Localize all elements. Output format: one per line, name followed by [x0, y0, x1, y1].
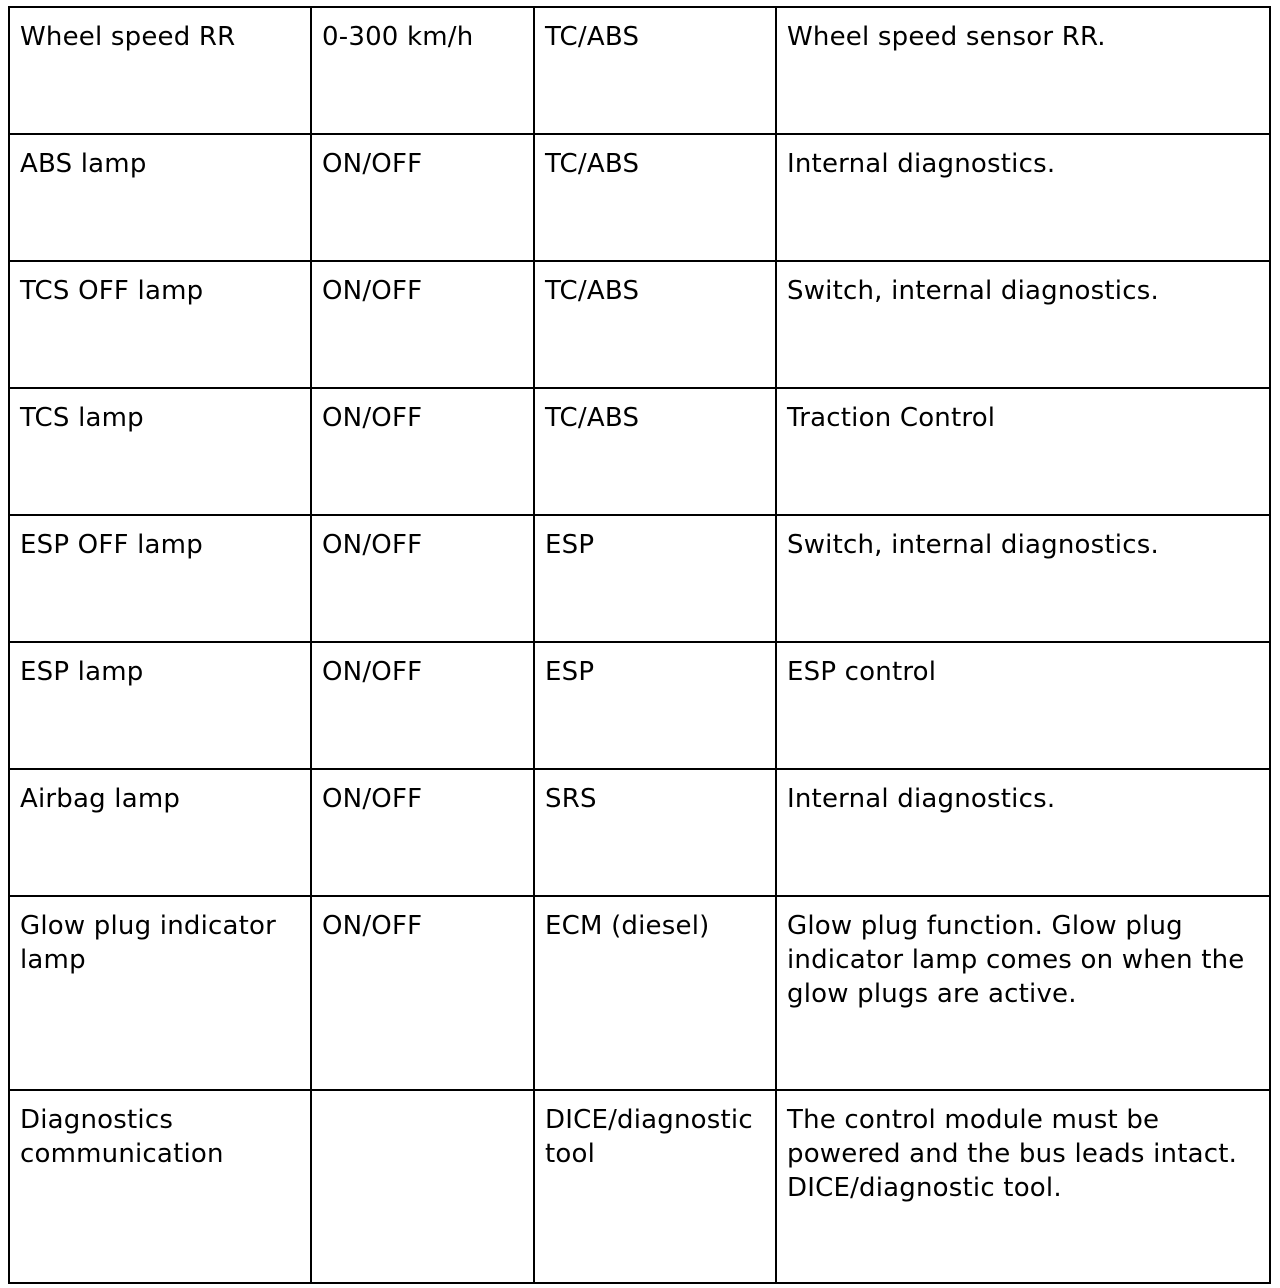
source-cell: SRS [534, 769, 776, 896]
source-cell: DICE/diagnostic tool [534, 1090, 776, 1283]
dependency-cell: Switch, internal diagnostics. [776, 261, 1270, 388]
dependency-cell: Switch, internal diagnostics. [776, 515, 1270, 642]
source-cell: TC/ABS [534, 134, 776, 261]
table-row [9, 515, 1270, 642]
source-cell: ESP [534, 515, 776, 642]
signal-name-cell: Glow plug indicator lamp [9, 896, 311, 1090]
range-cell: ON/OFF [311, 388, 534, 515]
source-cell: TC/ABS [534, 388, 776, 515]
signal-name-cell: ESP OFF lamp [9, 515, 311, 642]
source-cell: TC/ABS [534, 261, 776, 388]
range-cell: ON/OFF [311, 515, 534, 642]
signal-table [8, 6, 1271, 1284]
signal-name-cell: ESP lamp [9, 642, 311, 769]
range-cell: ON/OFF [311, 642, 534, 769]
range-cell: ON/OFF [311, 261, 534, 388]
range-cell: ON/OFF [311, 896, 534, 1090]
dependency-cell: Glow plug function. Glow plug indicator lamp comes on when the glow plugs are active. [776, 896, 1270, 1090]
signal-name-cell: Airbag lamp [9, 769, 311, 896]
dependency-cell: Internal diagnostics. [776, 134, 1270, 261]
table-row [9, 896, 1270, 1090]
range-cell: 0-300 km/h [311, 7, 534, 134]
table-row [9, 1090, 1270, 1283]
range-cell [311, 1090, 534, 1283]
dependency-cell: Traction Control [776, 388, 1270, 515]
dependency-cell: The control module must be powered and the bus leads intact. DICE/diagnostic tool. [776, 1090, 1270, 1283]
table-row [9, 388, 1270, 515]
signal-name-cell: TCS OFF lamp [9, 261, 311, 388]
dependency-cell: Internal diagnostics. [776, 769, 1270, 896]
signal-name-cell: Diagnostics communication [9, 1090, 311, 1283]
signal-name-cell: TCS lamp [9, 388, 311, 515]
table-row [9, 769, 1270, 896]
signal-name-cell: ABS lamp [9, 134, 311, 261]
source-cell: ECM (diesel) [534, 896, 776, 1090]
dependency-cell: ESP control [776, 642, 1270, 769]
dependency-cell: Wheel speed sensor RR. [776, 7, 1270, 134]
source-cell: ESP [534, 642, 776, 769]
table-row [9, 261, 1270, 388]
table-row [9, 7, 1270, 134]
signal-name-cell: Wheel speed RR [9, 7, 311, 134]
table-row [9, 642, 1270, 769]
table-row [9, 134, 1270, 261]
range-cell: ON/OFF [311, 769, 534, 896]
source-cell: TC/ABS [534, 7, 776, 134]
range-cell: ON/OFF [311, 134, 534, 261]
